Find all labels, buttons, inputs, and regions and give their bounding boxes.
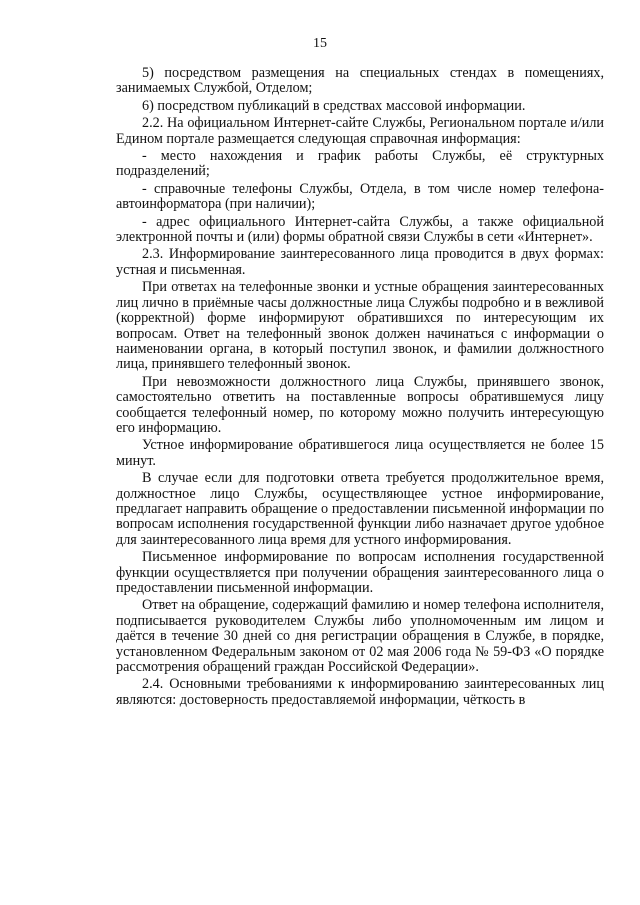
paragraph: 5) посредством размещения на специальных стендах в помещениях, занимаемых Службой, Отделом; [116, 65, 604, 97]
paragraph: 2.4. Основными требованиями к информированию заинтересованных лиц являются: достоверность предоставляемой информации, чёткость в [116, 676, 604, 708]
paragraph: Письменное информирование по вопросам исполнения государственной функции осуществляется при получении обращения заинтересованного лица о предоставлении письменной информации. [116, 549, 604, 596]
paragraph: В случае если для подготовки ответа требуется продолжительное время, должностное лицо Службы, осуществляющее устное информирование, предлагает направить обращение о предоставлении письменной информации по вопросам исполнения государственной функции либо назначает другое удобное для заинтересованного лица время для устного информирования. [116, 470, 604, 548]
paragraph: - место нахождения и график работы Службы, её структурных подразделений; [116, 148, 604, 180]
paragraph: Ответ на обращение, содержащий фамилию и номер телефона исполнителя, подписывается руководителем Службы либо уполномоченным им лицом и даётся в течение 30 дней со дня регистрации обращения в Службе, в порядке, установленном Федеральным законом от 02 мая 2006 года № 59-ФЗ «О порядке рассмотрения обращений граждан Российской Федерации». [116, 597, 604, 676]
paragraph: При ответах на телефонные звонки и устные обращения заинтересованных лиц лично в приёмные часы должностные лица Службы подробно и в вежливой (корректной) форме информируют обратившихся по интересующим их вопросам. Ответ на телефонный звонок должен начинаться с информации о наименовании органа, в который поступил звонок, и фамилии должностного лица, принявшего телефонный звонок. [116, 279, 604, 373]
paragraph: 6) посредством публикаций в средствах массовой информации. [142, 97, 526, 114]
paragraph: - адрес официального Интернет-сайта Службы, а также официальной электронной почты и (или) формы обратной связи Службы в сети «Интернет». [116, 213, 604, 246]
paragraph: 2.2. На официальном Интернет-сайте Службы, Региональном портале и/или Едином портале размещается следующая справочная информация: [116, 115, 604, 147]
paragraph: - справочные телефоны Службы, Отдела, в том числе номер телефона-автоинформатора (при наличии); [116, 180, 604, 213]
paragraph: 2.3. Информирование заинтересованного лица проводится в двух формах: устная и письменная. [116, 246, 604, 278]
body-text [116, 66, 604, 708]
paragraph: При невозможности должностного лица Службы, принявшего звонок, самостоятельно ответить на поставленные вопросы обратившемуся лицу сообщается телефонный номер, по которому можно получить интересующую его информацию. [116, 373, 604, 436]
paragraph: Устное информирование обратившегося лица осуществляется не более 15 минут. [116, 437, 604, 469]
page-number: 15 [313, 36, 327, 51]
